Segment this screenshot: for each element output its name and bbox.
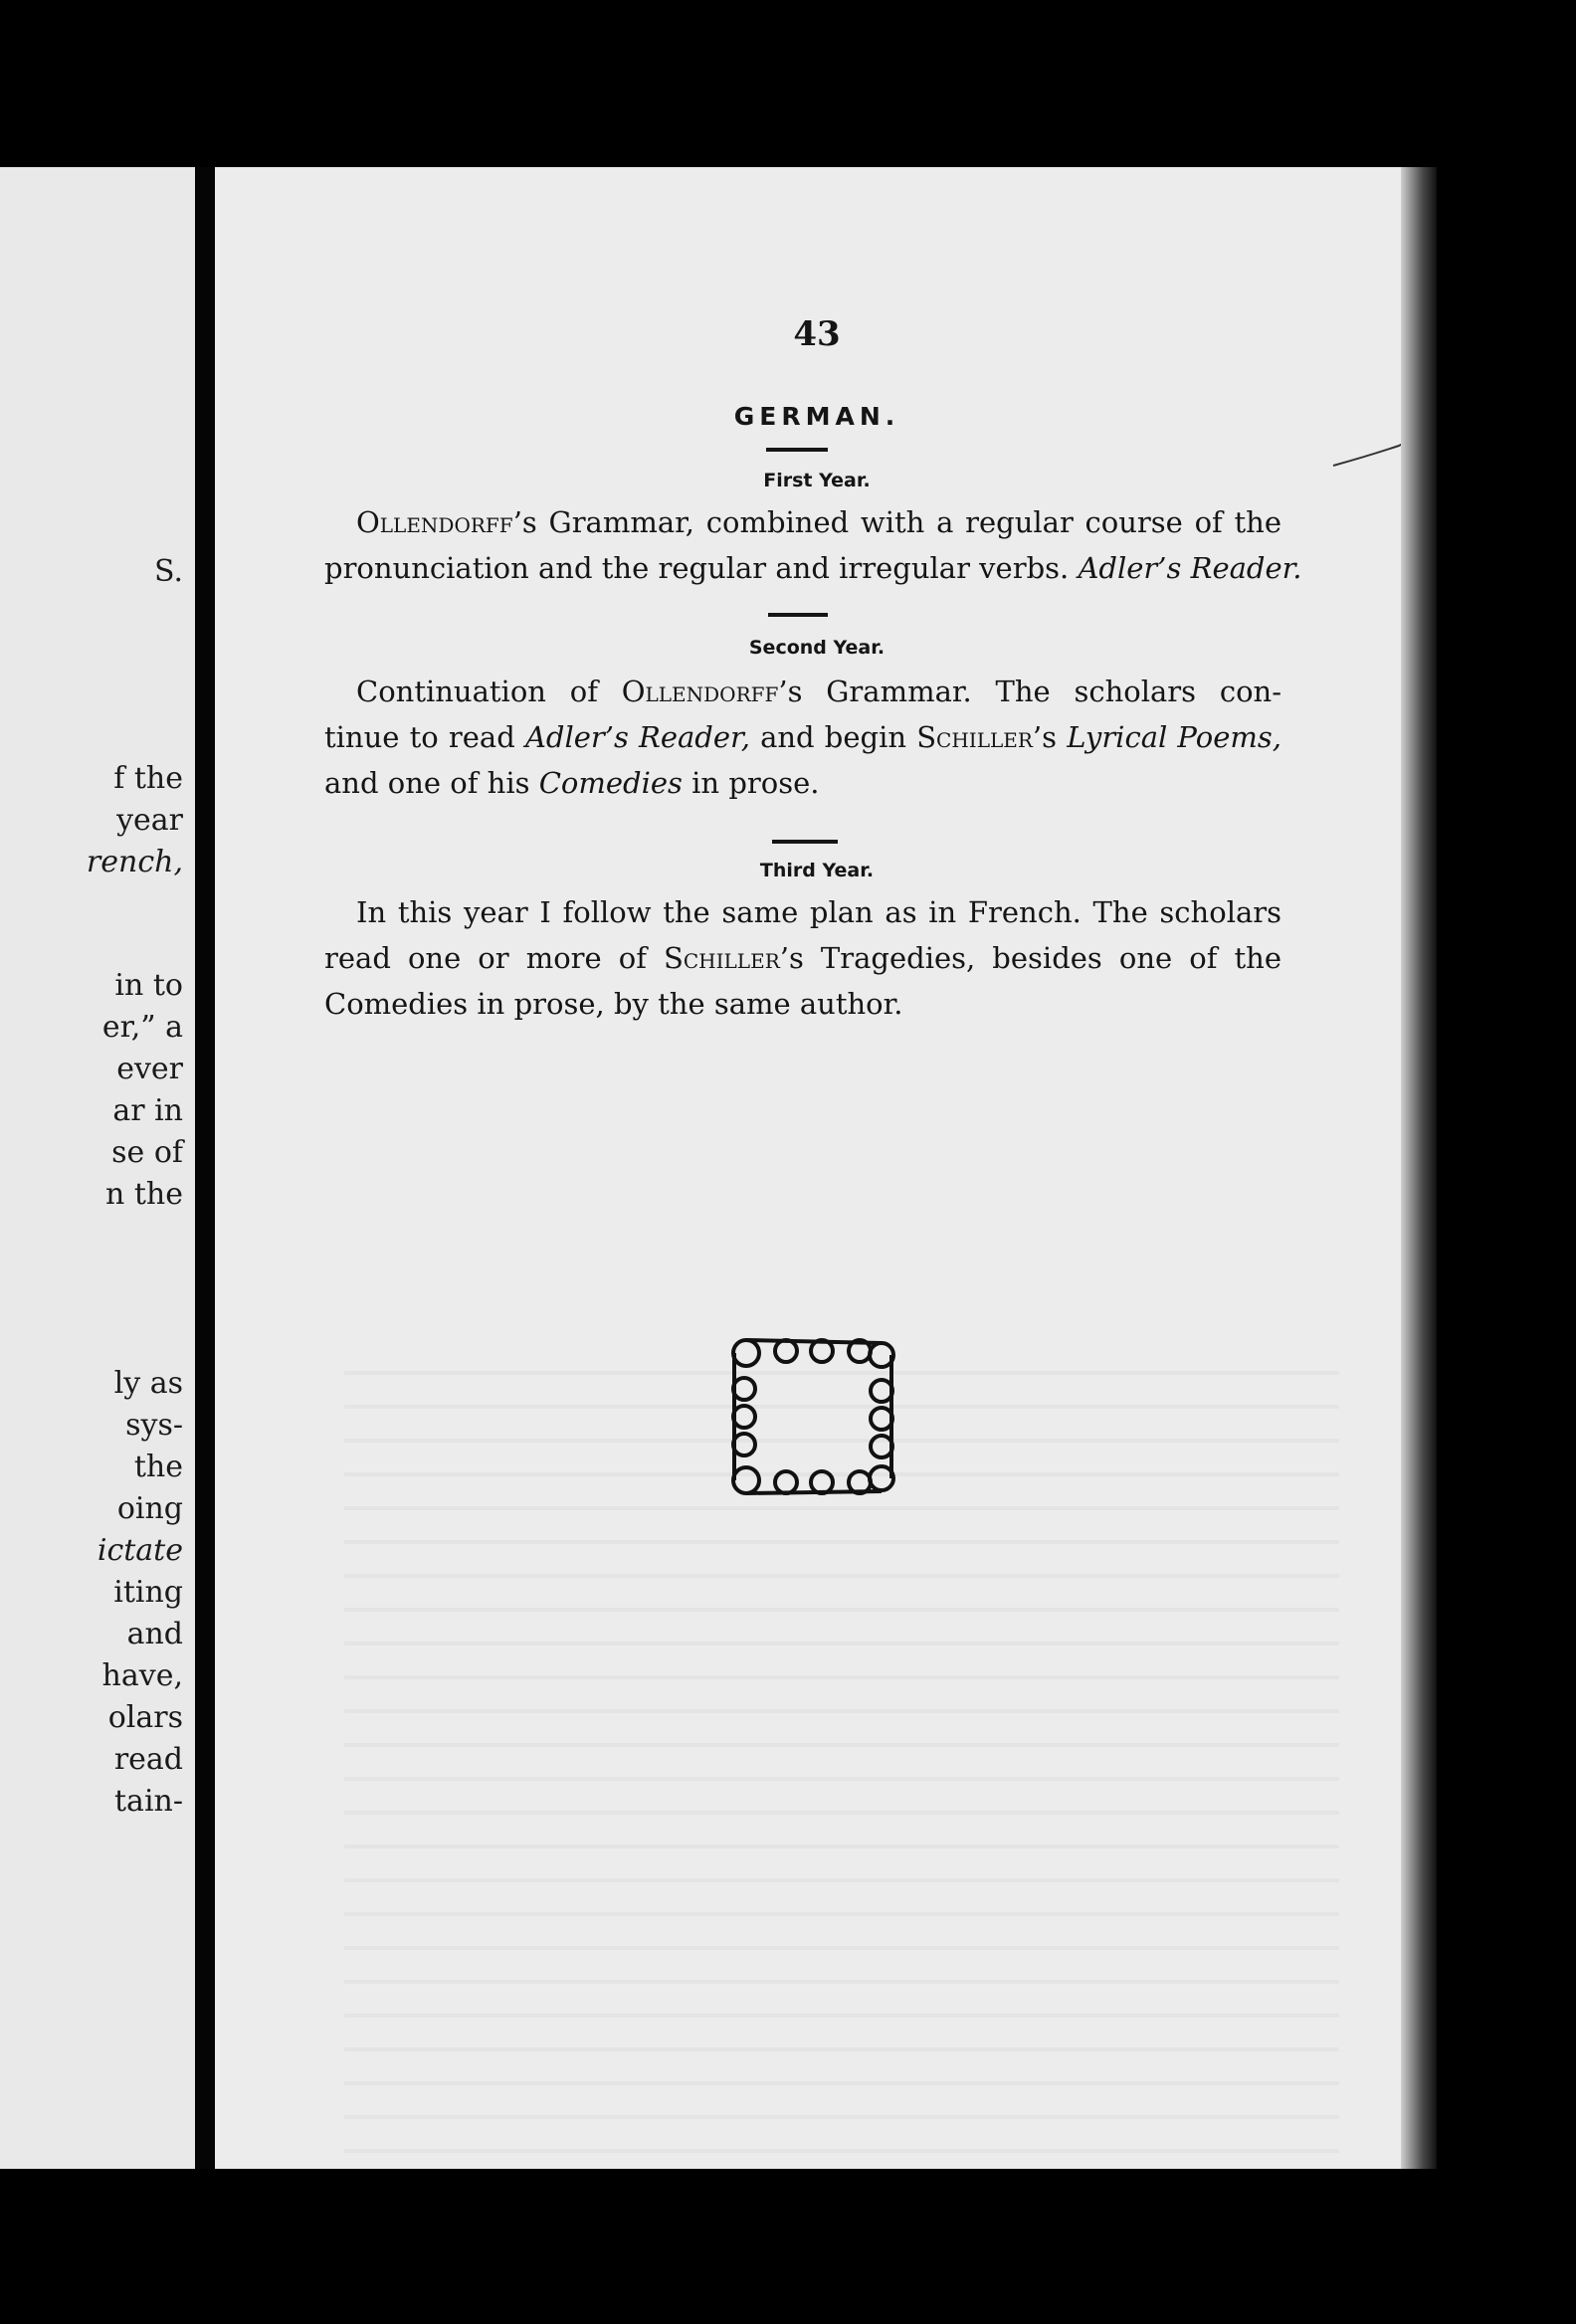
section-rule [766,448,828,452]
text-run: ’s Grammar. The scholars con- [778,675,1282,708]
book-gutter [195,167,215,2169]
text-line [324,935,1281,981]
book-title-italic: Comedies [538,766,683,800]
second-year-heading: Second Year. [748,637,886,659]
text-run: and begin [749,720,917,754]
text-run: and one of his [324,766,539,800]
text-line: Comedies in prose, by the same author. [324,987,903,1021]
text-run: ’s [1032,720,1068,754]
left-page-fragment: ictate [97,1533,183,1568]
left-facing-page [0,167,195,2169]
left-page-fragment: S. [153,554,183,589]
left-page-fragment: se of [111,1135,183,1170]
page-edge-shadow [1401,167,1437,2169]
name-smallcaps: Schiller [664,941,780,975]
text-line [324,545,1302,591]
left-page-fragment: n the [105,1177,183,1212]
book-title-italic: Lyrical Poems, [1067,720,1281,754]
divider-rule [768,613,828,617]
left-page-fragment: oing [116,1491,183,1526]
text-run: pronunciation and the regular and irregular verbs. [324,551,1079,585]
left-page-fragment: f the [113,761,183,796]
left-page-fragment: ly as [113,1366,183,1401]
text-line [324,760,1281,806]
page-number: 43 [793,314,841,354]
text-run: ’s Grammar, combined with a regular course of the [512,505,1281,539]
name-smallcaps: Schiller [916,720,1033,754]
text-line: In this year I follow the same plan as in French. The scholars [356,895,1281,929]
third-year-heading: Third Year. [759,860,875,881]
text-line [324,669,1281,714]
left-page-fragment: sys- [125,1408,183,1443]
book-page [215,167,1419,2169]
third-year-paragraph [324,889,1281,1027]
name-smallcaps: Ollendorff [356,505,513,539]
left-page-fragment: ever [116,1052,183,1086]
left-page-fragment: tain- [114,1784,183,1819]
left-page-fragment: the [133,1450,183,1484]
text-run: ’s Tragedies, besides one of the [779,941,1281,975]
section-title: GERMAN. [733,402,900,431]
book-title-italic: Adler’s Reader, [524,720,750,754]
first-year-heading: First Year. [763,470,871,491]
left-page-fragment: er,” a [101,1010,183,1045]
left-page-fragment: year [116,803,183,838]
left-page-fragment: olars [107,1700,183,1735]
text-run: in prose. [682,766,820,800]
text-run: read one or more of [324,941,665,975]
first-year-paragraph [324,499,1302,591]
left-page-fragment: in to [114,968,183,1003]
left-page-fragment: rench, [86,845,183,879]
left-page-fragment: and [126,1617,183,1651]
divider-rule [772,840,838,844]
text-line [324,499,1281,545]
left-page-fragment: iting [113,1575,183,1610]
text-run: tinue to read [324,720,525,754]
text-line [324,714,1281,760]
left-page-fragment: have, [101,1658,183,1693]
text-run: Continuation of [356,675,622,708]
book-title-italic: Adler’s Reader. [1078,551,1302,585]
left-page-fragment: ar in [112,1093,183,1128]
decorative-ornament [728,1335,897,1498]
second-year-paragraph [324,669,1281,806]
left-page-fragment: read [113,1742,183,1777]
name-smallcaps: Ollendorff [621,675,779,708]
